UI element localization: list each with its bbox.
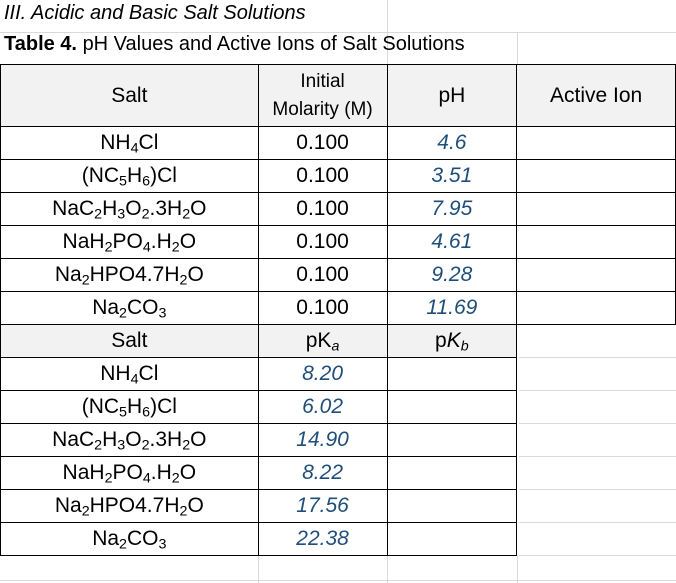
caption-text: pH Values and Active Ions of Salt Solutions [82,33,465,55]
table-row [1,160,676,193]
header-ph: pH [387,65,517,127]
table-row [1,358,676,391]
active-ion-cell [517,259,676,292]
header-row-2 [1,325,676,358]
table-row [1,127,676,160]
salt-cell: $NaC_2H_3O_2.3H_2O$ [1,193,259,226]
pka-cell: 8.22 [258,457,387,490]
pkb-cell [387,358,517,391]
header-salt: Salt [1,65,259,127]
ph-cell: 3.51 [387,160,517,193]
ph-cell: 7.95 [387,193,517,226]
caption-label: Table 4. [4,33,77,55]
active-ion-cell [517,292,676,325]
table-row [1,457,676,490]
salt-cell: $NaC_2H_3O_2.3H_2O$ [1,424,259,457]
header-salt-2: Salt [1,325,259,358]
pka-cell: 14.90 [258,424,387,457]
salt-cell: $Na_2HPO4.7H_2O$ [1,259,259,292]
molarity-cell: 0.100 [258,259,387,292]
salt-cell: $NH_4Cl$ [1,358,259,391]
header-molarity-line1: Initial [300,70,345,92]
grid-line [517,33,518,64]
table-row [1,424,676,457]
salt-cell: $Na_2CO_3$ [1,523,259,556]
ph-cell: 9.28 [387,259,517,292]
table-caption [4,33,465,56]
salt-cell: $NH_4Cl$ [1,127,259,160]
salt-cell: $NaH_2PO_4.H_2O$ [1,226,259,259]
table-row [1,490,676,523]
header-molarity-line2: Molarity (M) [272,98,373,120]
pka-cell: 22.38 [258,523,387,556]
header-molarity [258,65,387,127]
active-ion-cell [517,127,676,160]
molarity-cell: 0.100 [258,226,387,259]
salt-table [0,64,676,556]
ph-cell: 4.6 [387,127,517,160]
salt-cell: $(NC_5H_6)Cl$ [1,160,259,193]
grid-line [387,555,388,583]
active-ion-cell [517,226,676,259]
pka-cell: 17.56 [258,490,387,523]
pka-cell: 8.20 [258,358,387,391]
table-row [1,391,676,424]
header-pka: $pK_a$ [258,325,387,358]
table-row [1,292,676,325]
pkb-cell [387,391,517,424]
salt-cell: $Na_2CO_3$ [1,292,259,325]
pka-cell: 6.02 [258,391,387,424]
active-ion-cell [517,160,676,193]
header-row [1,65,676,127]
salt-cell: $NaH_2PO_4.H_2O$ [1,457,259,490]
molarity-cell: 0.100 [258,193,387,226]
header-pkb: $pK_b$ [387,325,517,358]
table-row [1,226,676,259]
pkb-cell [387,490,517,523]
molarity-cell: 0.100 [258,160,387,193]
header-active-ion: Active Ion [517,65,676,127]
pkb-cell [387,457,517,490]
salt-cell: $Na_2HPO4.7H_2O$ [1,490,259,523]
table-row [1,259,676,292]
active-ion-cell [517,193,676,226]
pkb-cell [387,424,517,457]
ph-cell: 4.61 [387,226,517,259]
grid-line [0,580,676,581]
molarity-cell: 0.100 [258,127,387,160]
salt-cell: $(NC_5H_6)Cl$ [1,391,259,424]
ph-cell: 11.69 [387,292,517,325]
pkb-cell [387,523,517,556]
molarity-cell: 0.100 [258,292,387,325]
table-row [1,193,676,226]
table-row [1,523,676,556]
grid-line [517,555,518,583]
grid-line [258,555,259,583]
section-title: III. Acidic and Basic Salt Solutions [4,2,306,24]
